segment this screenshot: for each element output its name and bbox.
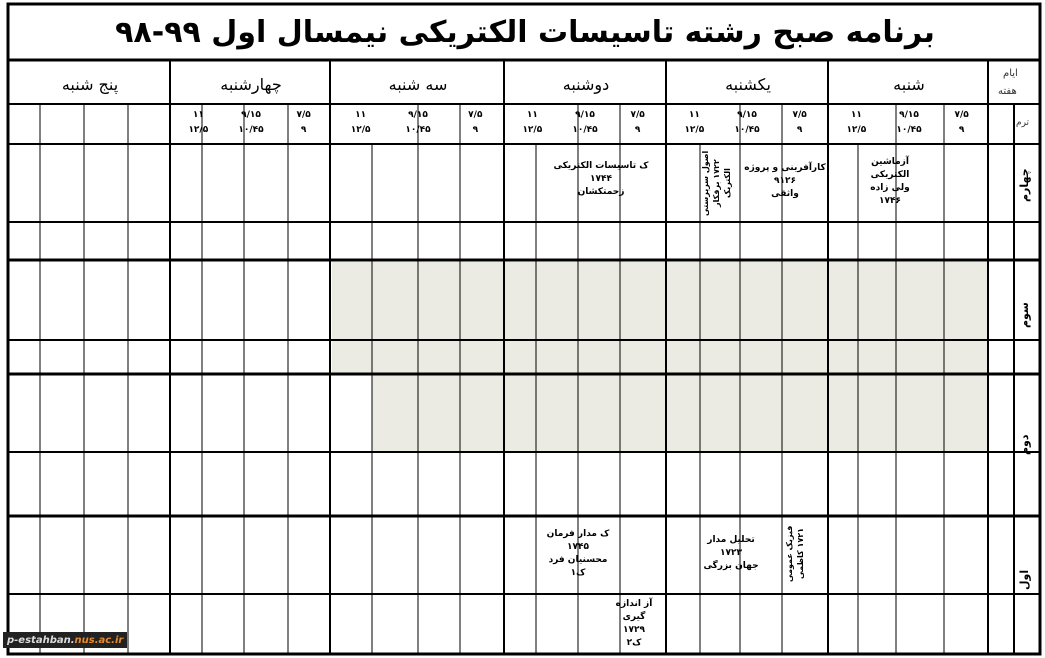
day-wednesday: چهارشنبه bbox=[220, 74, 282, 94]
time-slot-3-2: ۱۱ ۱۲/۵ bbox=[350, 110, 371, 135]
class-sun-t4-a: کارآفرینی و پروژه ۹۱۲۶ واثقی bbox=[744, 163, 826, 199]
class-sun-t1-b: فیزیک عمومی ۱۷۲۱ کاظمی bbox=[785, 525, 805, 583]
time-slot-1-0: ۷/۵ ۹ bbox=[792, 110, 807, 135]
time-slot-4-1: ۹/۱۵ ۱۰/۴۵ bbox=[238, 110, 264, 135]
term-third: سوم bbox=[1018, 302, 1031, 328]
time-slot-3-0: ۷/۵ ۹ bbox=[468, 110, 483, 135]
class-sat-t4: آزماشین الکتریکی ولی زاده ۱۷۴۶ bbox=[870, 157, 910, 206]
time-slot-4-2: ۱۱ ۱۲/۵ bbox=[188, 110, 209, 135]
time-slot-2-2: ۱۱ ۱۲/۵ bbox=[522, 110, 543, 135]
time-slot-3-1: ۹/۱۵ ۱۰/۴۵ bbox=[405, 110, 431, 135]
day-monday: دوشنبه bbox=[562, 74, 610, 94]
term-second: دوم bbox=[1018, 434, 1031, 456]
day-tuesday: سه شنبه bbox=[388, 74, 448, 94]
page-title: برنامه صبح رشته تاسیسات الکتریکی نیمسال اول ۹۹-۹۸ bbox=[115, 14, 935, 50]
week-label: هفته bbox=[998, 86, 1017, 97]
day-thursday: پنج شنبه bbox=[61, 74, 119, 94]
time-slot-1-2: ۱۱ ۱۲/۵ bbox=[684, 110, 705, 135]
class-sun-t1-a: تحلیل مدار ۱۷۲۳ جهان بزرگی bbox=[703, 535, 759, 571]
term-label: ترم bbox=[1016, 118, 1030, 128]
day-sunday: یکشنبه bbox=[725, 74, 771, 94]
shaded-cells bbox=[332, 262, 988, 452]
class-mon-t1: ک مدار فرمان ۱۷۴۵ محسنیان فرد ک۱ bbox=[546, 529, 610, 578]
time-slot-0-2: ۱۱ ۱۲/۵ bbox=[846, 110, 867, 135]
class-sun-t4-b: اصول سرپرستی ۱۷۲۲ برقکار الکتریک bbox=[701, 150, 732, 216]
term-first: اول bbox=[1018, 569, 1031, 591]
time-slot-0-0: ۷/۵ ۹ bbox=[954, 110, 969, 135]
time-slot-0-1: ۹/۱۵ ۱۰/۴۵ bbox=[896, 110, 922, 135]
term-fourth: چهارم bbox=[1018, 168, 1031, 202]
class-mon-t4: ک تاسیسات الکتریکی ۱۷۴۴ زحمتکشان bbox=[553, 161, 649, 197]
time-slot-4-0: ۷/۵ ۹ bbox=[296, 110, 311, 135]
class-mon-t1-b: آز اندازه گیری ۱۷۲۹ ک۲ bbox=[615, 599, 653, 648]
days-label: ایام bbox=[1003, 68, 1018, 79]
time-slot-2-0: ۷/۵ ۹ bbox=[630, 110, 645, 135]
time-slot-2-1: ۹/۱۵ ۱۰/۴۵ bbox=[572, 110, 598, 135]
watermark-url[interactable]: p-estahban. nus.ac.ir bbox=[3, 632, 127, 648]
time-slot-1-1: ۹/۱۵ ۱۰/۴۵ bbox=[734, 110, 760, 135]
day-saturday: شنبه bbox=[893, 74, 925, 94]
